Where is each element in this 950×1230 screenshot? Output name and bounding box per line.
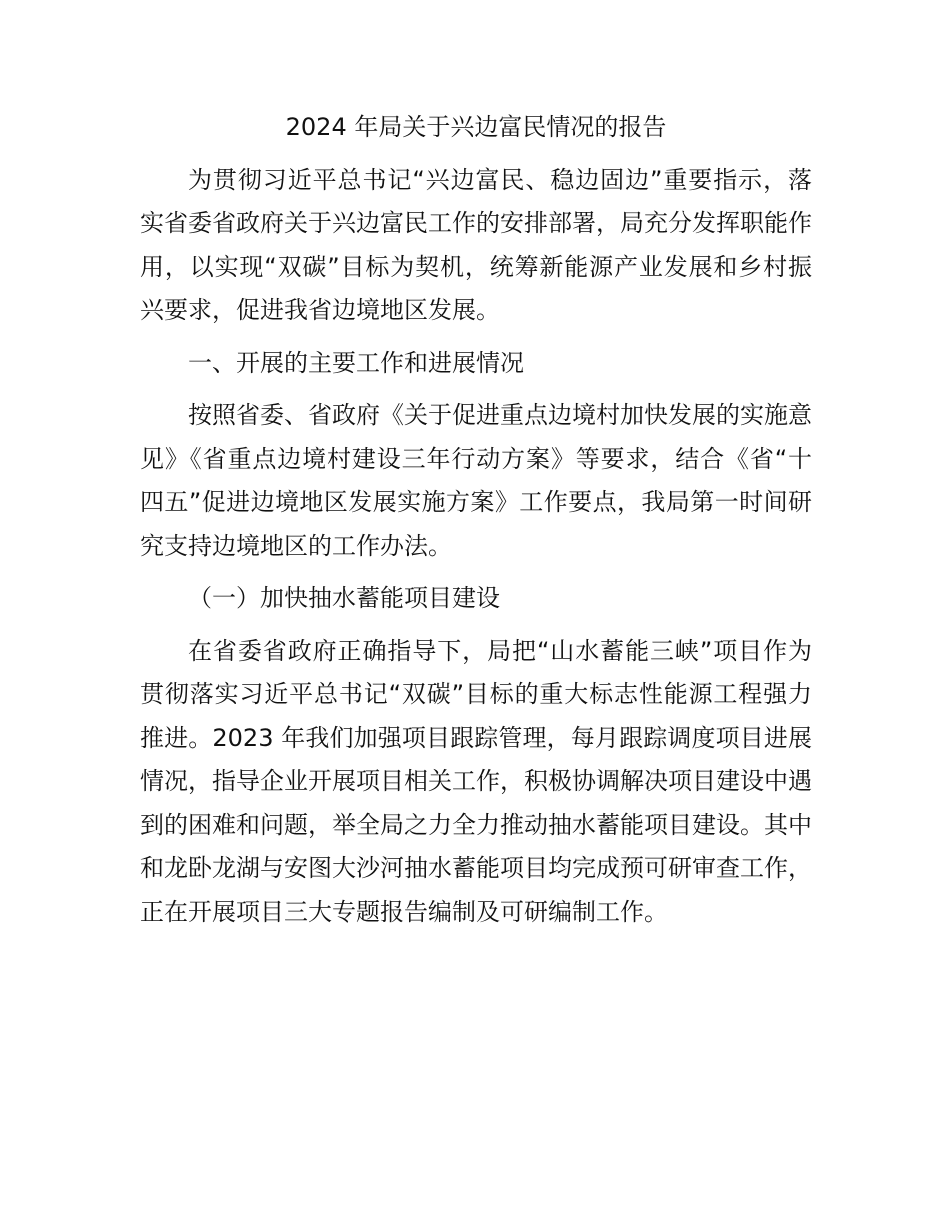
- subsection-1-paragraph: 在省委省政府正确指导下，局把“山水蓄能三峡”项目作为贯彻落实习近平总书记“双碳”目标的重大标志性能源工程强力推进。2023 年我们加强项目跟踪管理，每月跟踪调度项目进展情况，指导企业开展项目相关工作，积极协调解决项目建设中遇到的困难和问题，举全局之力全力推动抽水蓄能项目建设。其中和龙卧龙湖与安图大沙河抽水蓄能项目均完成预可研审查工作，正在开展项目三大专题报告编制及可研编制工作。: [140, 636, 812, 926]
- section-1-paragraph: 按照省委、省政府《关于促进重点边境村加快发展的实施意见》《省重点边境村建设三年行动方案》等要求，结合《省“十四五”促进边境地区发展实施方案》工作要点，我局第一时间研究支持边境地区的工作办法。: [140, 401, 812, 560]
- document-title: 2024 年局关于兴边富民情况的报告: [285, 113, 667, 141]
- section-1-heading: 一、开展的主要工作和进展情况: [188, 348, 524, 377]
- subsection-1-heading: （一）加快抽水蓄能项目建设: [188, 584, 500, 612]
- intro-paragraph: 为贯彻习近平总书记“兴边富民、稳边固边”重要指示，落实省委省政府关于兴边富民工作的安排部署，局充分发挥职能作用，以实现“双碳”目标为契机，统筹新能源产业发展和乡村振兴要求，促进我省边境地区发展。: [140, 165, 812, 324]
- document-body: [140, 106, 812, 934]
